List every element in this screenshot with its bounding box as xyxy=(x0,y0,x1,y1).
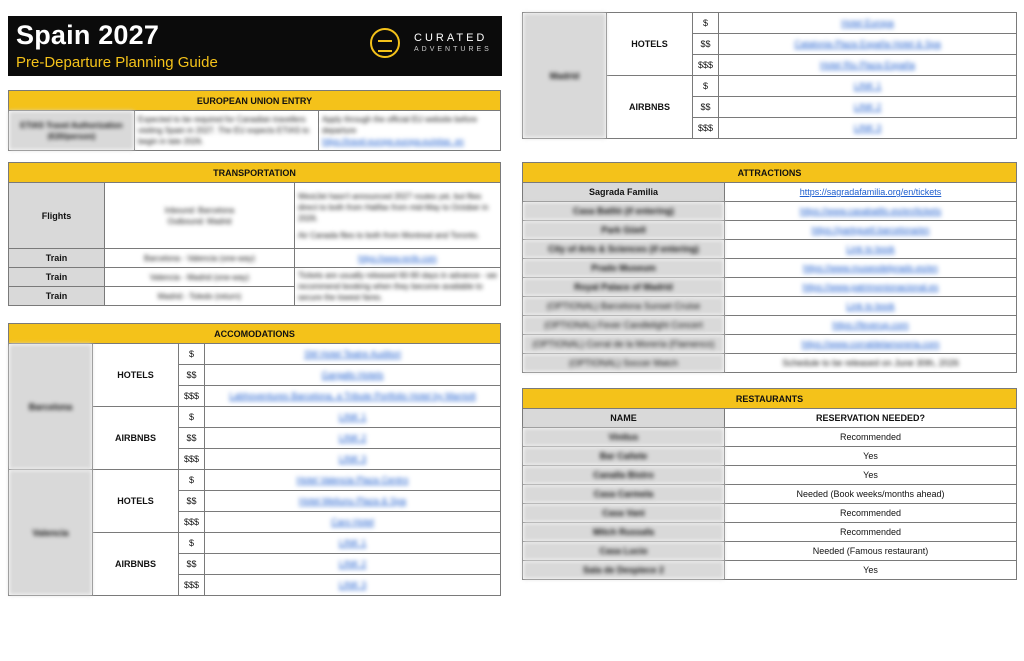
attraction-name: Casa Batlló (if entering) xyxy=(523,202,725,221)
attraction-link[interactable]: Link to book xyxy=(846,244,895,254)
column-header-reservation: RESERVATION NEEDED? xyxy=(725,409,1017,428)
price-tier: $$ xyxy=(693,97,719,118)
price-tier: $ xyxy=(693,13,719,34)
attraction-name: (OPTIONAL) Barcelona Sunset Cruise xyxy=(523,297,725,316)
hotel-link[interactable]: Catalonia Plaza España Hotel & Spa xyxy=(794,39,941,49)
train-route: Valencia - Madrid (one-way) xyxy=(105,268,295,287)
attraction-link[interactable]: https://www.patrimonionacional.es xyxy=(802,282,939,292)
restaurant-name: Casa Carmela xyxy=(523,485,725,504)
price-tier: $$$ xyxy=(179,386,205,407)
logo-subtitle: ADVENTURES xyxy=(414,46,492,53)
transportation-heading: TRANSPORTATION xyxy=(9,163,501,183)
etias-action-cell xyxy=(319,111,501,151)
restaurants-heading: RESTAURANTS xyxy=(523,389,1017,409)
city-madrid: Madrid xyxy=(523,13,607,139)
airbnbs-label: AIRBNBS xyxy=(607,76,693,139)
eu-entry-heading: EUROPEAN UNION ENTRY xyxy=(9,91,501,111)
etias-label: ETIAS Travel Authorization (€20/person) xyxy=(9,111,135,151)
reservation-status: Recommended xyxy=(725,428,1017,447)
train-label: Train xyxy=(9,249,105,268)
attraction-link[interactable]: https://parkguell.barcelona/en xyxy=(811,225,930,235)
city-valencia: Valencia xyxy=(9,470,93,596)
airbnb-link[interactable]: LINK 3 xyxy=(338,580,367,590)
attractions-table xyxy=(522,162,1017,373)
airbnb-link[interactable]: LINK 2 xyxy=(853,102,882,112)
price-tier: $$$ xyxy=(179,512,205,533)
hotel-link[interactable]: Hotel Riu Plaza España xyxy=(819,60,916,70)
train-label: Train xyxy=(9,287,105,306)
etias-description: Expected to be required for Canadian travellers visiting Spain in 2027. The EU expects ETIAS to begin in late 2026. xyxy=(135,111,319,151)
attraction-note: Schedule to be released on June 30th, 2026 xyxy=(725,354,1017,373)
attraction-link[interactable]: https://www.museodelprado.es/en xyxy=(802,263,939,273)
hotel-link[interactable]: Hotel Europa xyxy=(841,18,894,28)
hotel-link[interactable]: Gargallo Hotels xyxy=(321,370,384,380)
reservation-status: Recommended xyxy=(725,504,1017,523)
price-tier: $$$ xyxy=(693,55,719,76)
column-header-name: NAME xyxy=(523,409,725,428)
price-tier: $ xyxy=(179,533,205,554)
restaurant-name: Casa Lucio xyxy=(523,542,725,561)
restaurant-name: Mitch Russafa xyxy=(523,523,725,542)
hotel-link[interactable]: Hotel Meliunu Plaza & Spa xyxy=(298,496,407,506)
reservation-status: Yes xyxy=(725,466,1017,485)
price-tier: $$ xyxy=(179,365,205,386)
attraction-name: Royal Palace of Madrid xyxy=(523,278,725,297)
price-tier: $$$ xyxy=(693,118,719,139)
attraction-link[interactable]: https://feverup.com xyxy=(832,320,909,330)
hotel-link[interactable]: SM Hotel Teatre Auditori xyxy=(304,349,401,359)
flights-route xyxy=(105,183,295,249)
train-label: Train xyxy=(9,268,105,287)
airbnb-link[interactable]: LINK 3 xyxy=(853,123,882,133)
price-tier: $ xyxy=(179,344,205,365)
price-tier: $ xyxy=(179,470,205,491)
flights-note xyxy=(295,183,501,249)
etias-action: Apply through the official EU website before departure xyxy=(322,115,478,135)
attraction-link[interactable]: https://www.casabatllo.es/en/tickets xyxy=(799,206,942,216)
attraction-name: City of Arts & Sciences (if entering) xyxy=(523,240,725,259)
price-tier: $$ xyxy=(179,428,205,449)
hotels-label: HOTELS xyxy=(93,344,179,407)
train-route: Madrid - Toledo (return) xyxy=(105,287,295,306)
accommodations-heading: ACCOMODATIONS xyxy=(9,324,501,344)
etias-link[interactable]: https://travel-europe.europa.eu/etias_en xyxy=(322,137,464,146)
reservation-status: Needed (Book weeks/months ahead) xyxy=(725,485,1017,504)
price-tier: $$$ xyxy=(179,449,205,470)
hotels-label: HOTELS xyxy=(93,470,179,533)
airbnbs-label: AIRBNBS xyxy=(93,533,179,596)
airbnb-link[interactable]: LINK 1 xyxy=(853,81,882,91)
reservation-status: Yes xyxy=(725,561,1017,580)
airbnbs-label: AIRBNBS xyxy=(93,407,179,470)
flights-note-westjet: WestJet hasn't announced 2027 routes yet, but flies direct to both from Halifax from mid-May to October in 2026. xyxy=(298,191,489,223)
attraction-link[interactable]: https://www.corraldelamoreria.com xyxy=(801,339,940,349)
curated-adventures-logo xyxy=(370,28,494,60)
transportation-table xyxy=(8,162,501,306)
price-tier: $ xyxy=(693,76,719,97)
attraction-name: Park Güell xyxy=(523,221,725,240)
train-link[interactable]: https://www.renfe.com xyxy=(358,253,437,263)
flights-outbound: Outbound: Madrid xyxy=(167,216,232,226)
restaurant-name: Canalla Bistro xyxy=(523,466,725,485)
city-barcelona: Barcelona xyxy=(9,344,93,470)
reservation-status: Yes xyxy=(725,447,1017,466)
train-note: Tickets are usually released 60-90 days in advance - we recommend booking when they become available to secure the lowest fares. xyxy=(295,268,501,306)
attraction-link[interactable]: Link to book xyxy=(846,301,895,311)
price-tier: $ xyxy=(179,407,205,428)
flights-note-aircanada: Air Canada flies to both from Montreal and Toronto. xyxy=(298,230,480,240)
madrid-accommodations-table xyxy=(522,12,1017,139)
hotel-link[interactable]: Labhoventures Barcelona, a Tribute Portfolio Hotel by Marriott xyxy=(229,391,476,401)
attraction-name: (OPTIONAL) Soccer Match xyxy=(523,354,725,373)
hotel-link[interactable]: Hotel Valencia Plaza Centro xyxy=(296,475,409,485)
restaurant-name: Casa Vani xyxy=(523,504,725,523)
hotel-link[interactable]: Caro Hotel xyxy=(331,517,375,527)
eu-entry-table xyxy=(8,90,501,151)
flights-label: Flights xyxy=(9,183,105,249)
attraction-name: (OPTIONAL) Corral de la Morería (Flamenco) xyxy=(523,335,725,354)
attraction-name: Sagrada Familia xyxy=(523,183,725,202)
globe-icon xyxy=(370,28,400,58)
attractions-heading: ATTRACTIONS xyxy=(523,163,1017,183)
airbnb-link[interactable]: LINK 2 xyxy=(338,559,367,569)
reservation-status: Needed (Famous restaurant) xyxy=(725,542,1017,561)
attraction-name: (OPTIONAL) Fever Candlelight Concert xyxy=(523,316,725,335)
page-title: Spain 2027 xyxy=(16,20,160,50)
price-tier: $$ xyxy=(693,34,719,55)
train-route: Barcelona - Valencia (one-way) xyxy=(105,249,295,268)
attraction-name: Prado Museum xyxy=(523,259,725,278)
page-subtitle: Pre-Departure Planning Guide xyxy=(16,54,218,71)
hotels-label: HOTELS xyxy=(607,13,693,76)
airbnb-link[interactable]: LINK 3 xyxy=(338,454,367,464)
airbnb-link[interactable]: LINK 2 xyxy=(338,433,367,443)
restaurant-name: Vinitus xyxy=(523,428,725,447)
airbnb-link[interactable]: LINK 1 xyxy=(338,538,367,548)
attraction-link[interactable]: https://sagradafamilia.org/en/tickets xyxy=(799,187,942,197)
price-tier: $$ xyxy=(179,554,205,575)
flights-inbound: Inbound: Barcelona xyxy=(164,205,235,215)
price-tier: $$ xyxy=(179,491,205,512)
restaurants-table xyxy=(522,388,1017,580)
restaurant-name: Bar Cañete xyxy=(523,447,725,466)
airbnb-link[interactable]: LINK 1 xyxy=(338,412,367,422)
price-tier: $$$ xyxy=(179,575,205,596)
logo-name: CURATED xyxy=(414,32,488,44)
restaurant-name: Sala de Despiece 2 xyxy=(523,561,725,580)
reservation-status: Recommended xyxy=(725,523,1017,542)
accommodations-table xyxy=(8,323,501,596)
page-header xyxy=(8,16,502,76)
